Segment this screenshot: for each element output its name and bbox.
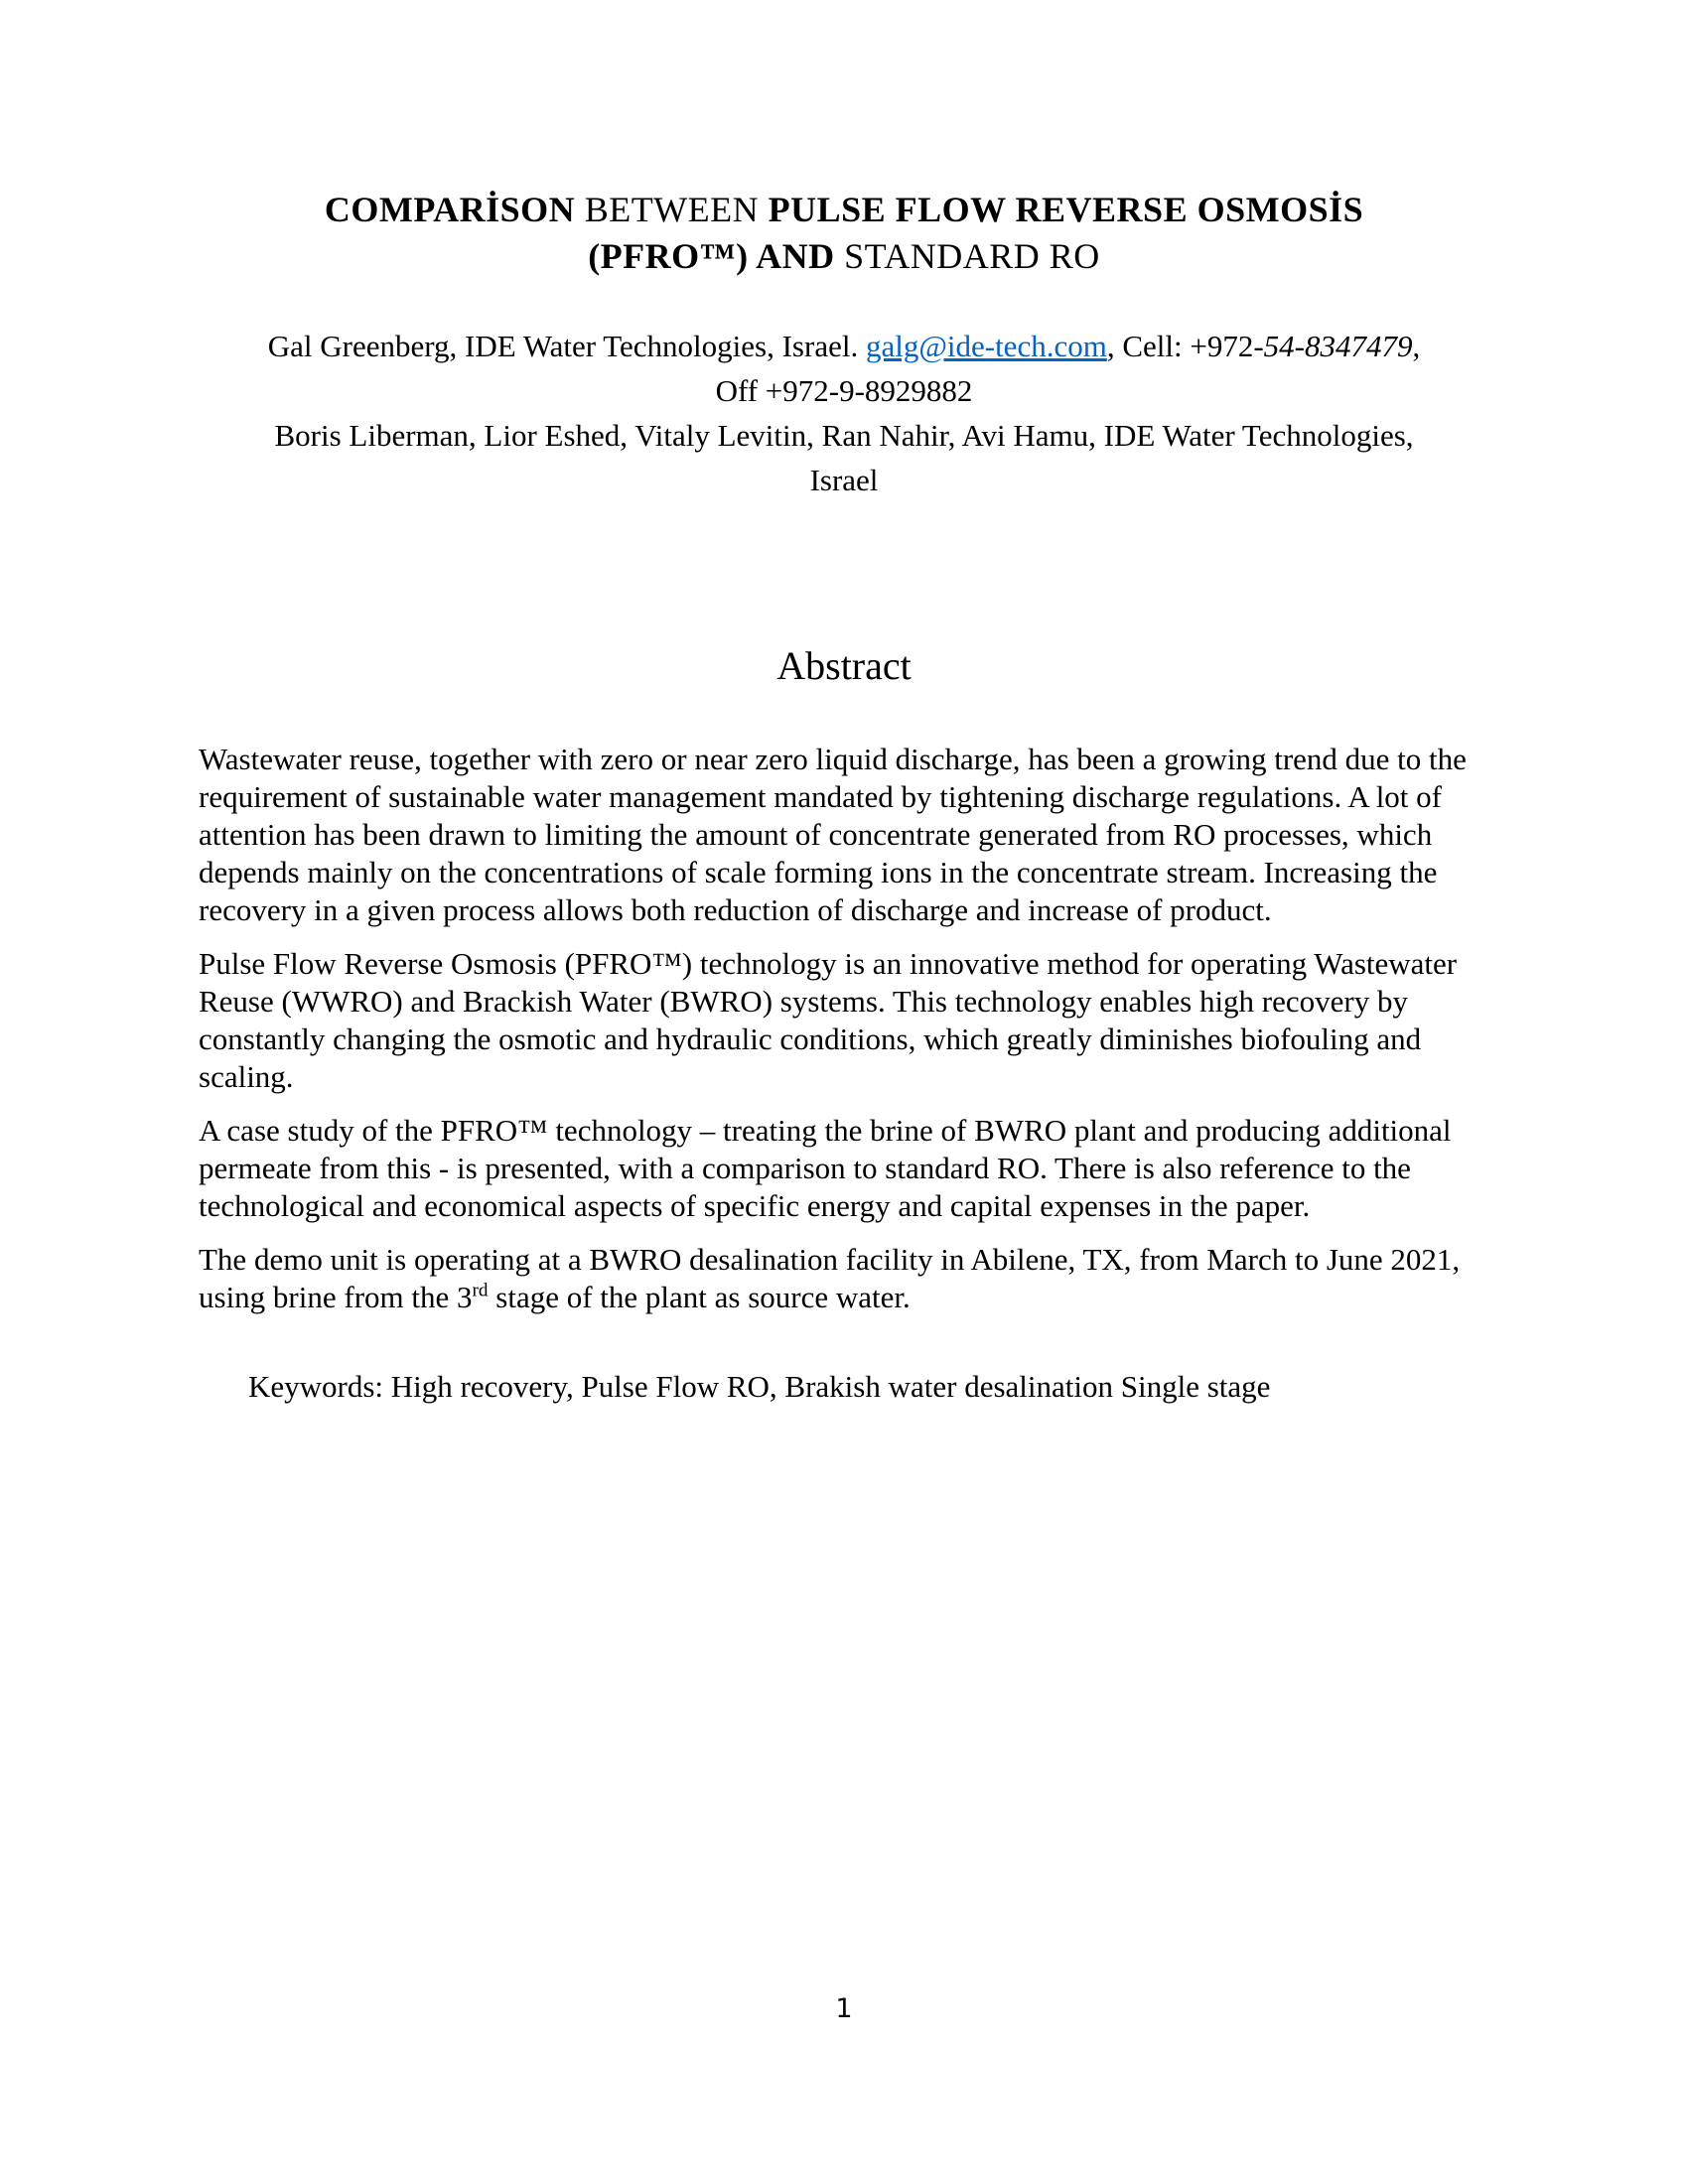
text-segment: stage of the plant as source water.: [488, 1280, 911, 1314]
abstract-heading: Abstract: [776, 643, 912, 688]
text-segment: STANDARD RO: [844, 236, 1100, 276]
abstract-paragraph-2: Pulse Flow Reverse Osmosis (PFRO™) technology is an innovative method for operating Wastewater Reuse (WWRO) and Brackish Water (BWRO) systems. This technology enables high recovery by constantly changing the osmotic and hydraulic conditions, which greatly diminishes biofouling and scaling.: [199, 946, 1458, 1094]
text-segment: ,: [1412, 329, 1421, 363]
paper-title-line2: [199, 233, 1489, 280]
abstract-paragraph-4: [199, 1241, 1489, 1316]
paper-title: [199, 0, 1489, 280]
office-phone-line: Off +972-9-8929882: [715, 373, 973, 408]
page-number: 1: [835, 1993, 853, 2024]
text-segment: BETWEEN: [584, 190, 769, 229]
text-segment: COMPARİSON: [324, 190, 585, 229]
text-segment: The demo unit is operating at a BWRO desalination facility in Abilene, TX, from March to June 2021, using brine from the 3: [199, 1242, 1461, 1314]
abstract-paragraph-3: A case study of the PFRO™ technology – treating the brine of BWRO plant and producing additional permeate from this - is presented, with a comparison to standard RO. There is also reference to the technological and economical aspects of specific energy and capital expenses in the paper.: [199, 1113, 1452, 1223]
text-segment: 54-8347479: [1263, 329, 1413, 363]
abstract-paragraph-1: Wastewater reuse, together with zero or near zero liquid discharge, has been a growing trend due to the requirement of sustainable water management mandated by tightening discharge regulations. A lot of attention has been drawn to limiting the amount of concentrate generated from RO processes, which depends mainly on the concentrations of scale forming ions in the concentrate stream. Increasing the recovery in a given process allows both reduction of discharge and increase of product.: [199, 742, 1467, 927]
text-segment: , Cell: +972-: [1106, 329, 1264, 363]
author-block: [199, 324, 1489, 502]
text-segment: PULSE FLOW REVERSE OSMOSİS: [768, 190, 1364, 229]
paper-title-line1: [199, 187, 1489, 233]
keywords-line: Keywords: High recovery, Pulse Flow RO, Brakish water desalination Single stage: [248, 1369, 1271, 1404]
country-line: Israel: [809, 463, 879, 497]
author-contact-line: [199, 324, 1489, 368]
coauthors-line: Boris Liberman, Lior Eshed, Vitaly Levitin, Ran Nahir, Avi Hamu, IDE Water Technologies,: [274, 418, 1414, 453]
email-link[interactable]: galg@ide-tech.com: [865, 329, 1107, 363]
text-segment: Gal Greenberg, IDE Water Technologies, Israel.: [267, 329, 866, 363]
text-segment: (PFRO™) AND: [588, 236, 845, 276]
ordinal-superscript: rd: [472, 1280, 489, 1301]
